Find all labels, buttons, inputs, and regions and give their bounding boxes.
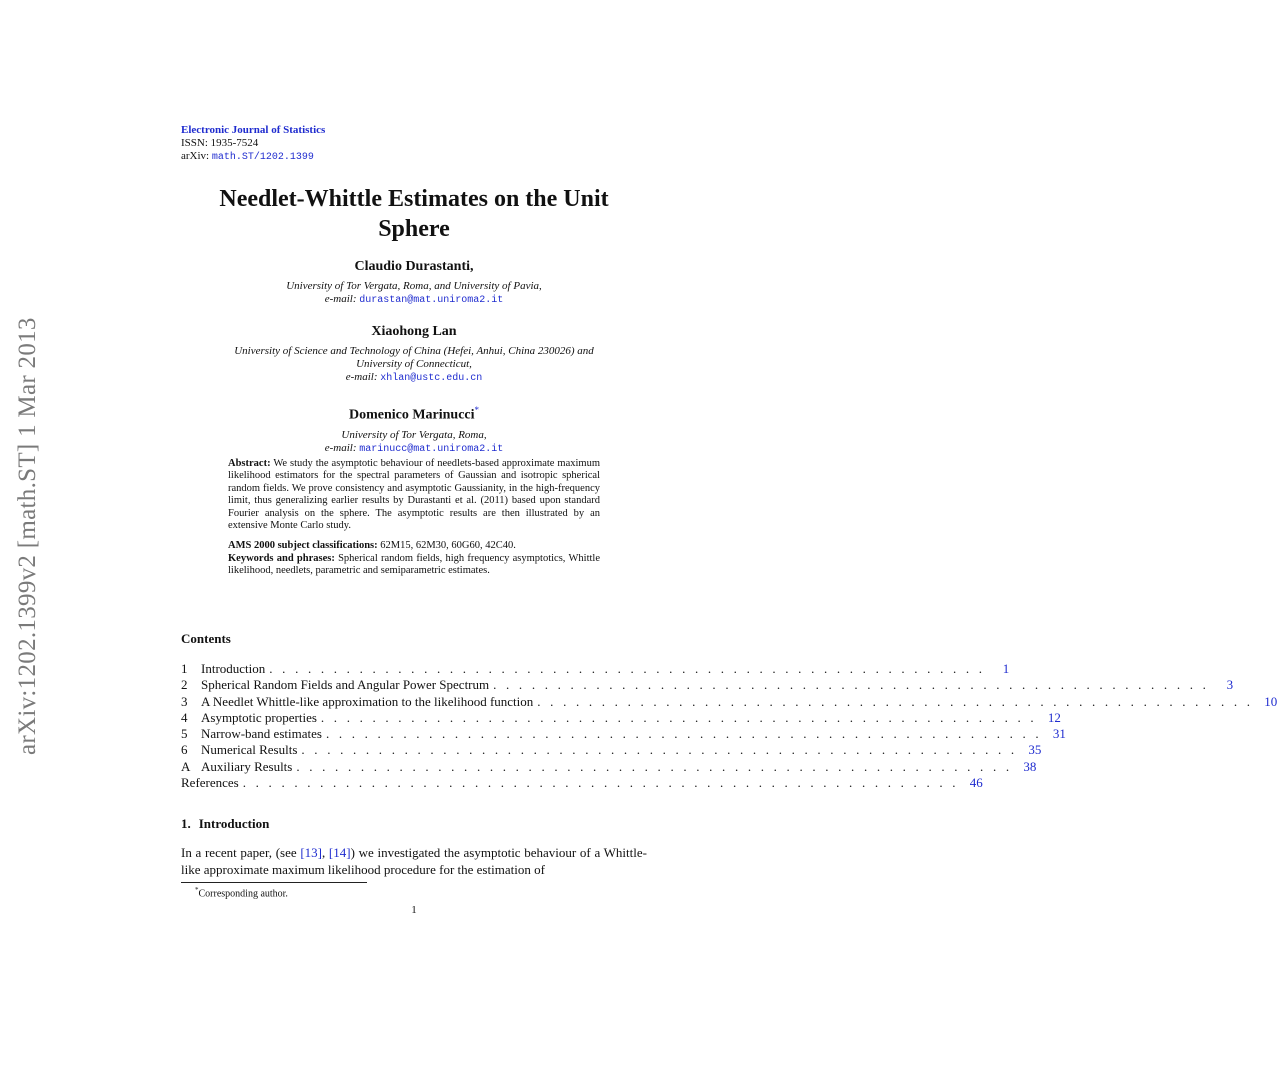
author-affiliation: University of Science and Technology of China (Hefei, Anhui, China 230026) and — [234, 345, 594, 357]
author-email-line — [160, 442, 668, 456]
abstract-block — [228, 458, 600, 578]
toc-page-link[interactable]: 35 — [1028, 742, 1042, 758]
author-affiliation: University of Tor Vergata, Roma, and University of Pavia, — [286, 280, 542, 292]
ams-label: AMS 2000 subject classifications: — [228, 540, 378, 552]
arxiv-label: arXiv: — [181, 150, 210, 162]
toc-page-link[interactable]: 1 — [1002, 661, 1010, 676]
author-affiliation: University of Tor Vergata, Roma, — [341, 428, 487, 441]
toc-page-link[interactable]: 10 — [1264, 693, 1277, 709]
arxiv-side-stamp: arXiv:1202.1399v2 [math.ST] 1 Mar 2013 — [14, 317, 41, 755]
author-email-link[interactable]: durastan@mat.uniroma2.it — [359, 295, 504, 306]
title-line-1: Needlet-Whittle Estimates on the Unit — [219, 186, 609, 212]
toc-entry[interactable] — [181, 726, 1066, 742]
citation-link[interactable]: [14] — [328, 845, 351, 860]
author-block-lan — [160, 323, 668, 385]
ams-text: 62M15, 62M30, 60G60, 42C40. — [380, 540, 516, 552]
toc-leader-dots: . . . . . . . . . . . . . . . . . . . . . . . . . . . . . . . . . . . . . . . . . . . . . . . . . . . . . . . . — [537, 693, 1254, 709]
toc-page-link[interactable]: 3 — [1226, 677, 1234, 693]
toc-leader-dots: . . . . . . . . . . . . . . . . . . . . . . . . . . . . . . . . . . . . . . . . . . . . . . . . . . . . . . . . — [320, 709, 1037, 725]
toc-title: Auxiliary Results — [201, 758, 293, 774]
author-email-line — [160, 371, 668, 385]
citation-link[interactable]: [13] — [300, 845, 322, 860]
toc-leader-dots: . . . . . . . . . . . . . . . . . . . . . . . . . . . . . . . . . . . . . . . . . . . . . . . . . . . . . . . . — [301, 742, 1018, 758]
toc-title: References — [181, 775, 239, 791]
intro-text-before: In a recent paper, (see — [181, 845, 301, 860]
toc-entry[interactable] — [181, 742, 1042, 758]
author-block-durastanti — [160, 258, 668, 307]
paper-title — [160, 184, 668, 244]
email-label: e-mail: — [324, 441, 357, 454]
toc-number: 5 — [181, 726, 188, 742]
toc-title: Asymptotic properties — [201, 709, 317, 725]
author-block-marinucci — [160, 401, 668, 456]
toc-entry[interactable] — [181, 693, 1277, 710]
toc-page-link[interactable]: 38 — [1023, 758, 1037, 774]
section-heading — [181, 816, 269, 832]
ams-classifications — [228, 540, 600, 552]
contents-heading: Contents — [181, 631, 231, 646]
keywords — [228, 553, 600, 578]
toc-title: Narrow-band estimates — [201, 726, 322, 742]
author-name: Domenico Marinucci — [348, 407, 475, 423]
toc-entry[interactable] — [181, 677, 1234, 693]
intro-text-after: ) we investigated the asymptotic behaviour of a Whittle-like approximate maximum likelihood procedure for the estimation of — [181, 845, 647, 877]
journal-name[interactable]: Electronic Journal of Statistics — [181, 124, 326, 136]
toc-page-link[interactable]: 31 — [1052, 726, 1066, 742]
footnote-marker[interactable]: * — [474, 405, 480, 415]
abstract-text: We study the asymptotic behaviour of needlets-based approximate maximum likelihood estimators for the spectral parameters of Gaussian and isotropic spherical random fields. We prove consistency and asymptotic Gaussianity, in the high-frequency limit, thus generalizing earlier results by Durastanti et al. (2011) based upon standard Fourier analysis on the sphere. The asymptotic results are then illustrated by an extensive Monte Carlo study. — [228, 458, 601, 532]
section-title: Introduction — [198, 816, 270, 831]
toc-entry[interactable] — [181, 709, 1061, 726]
toc-number: 2 — [181, 677, 188, 693]
journal-header — [181, 124, 325, 164]
author-email-link[interactable]: marinucc@mat.uniroma2.it — [359, 443, 504, 455]
section-number: 1. — [181, 816, 191, 831]
author-email-link[interactable]: xhlan@ustc.edu.cn — [380, 373, 483, 384]
author-name: Claudio Durastanti, — [354, 259, 474, 274]
toc-page-link[interactable]: 12 — [1047, 709, 1061, 725]
toc-number: A — [181, 758, 191, 774]
toc-number: 3 — [181, 693, 188, 709]
footnote-text: Corresponding author. — [198, 888, 288, 900]
toc-leader-dots: . . . . . . . . . . . . . . . . . . . . . . . . . . . . . . . . . . . . . . . . . . . . . . . . . . . . . . . . — [269, 661, 986, 676]
footnote-mark: * — [195, 886, 199, 894]
toc-leader-dots: . . . . . . . . . . . . . . . . . . . . . . . . . . . . . . . . . . . . . . . . . . . . . . . . . . . . . . . . — [242, 775, 959, 791]
toc-entry[interactable] — [181, 758, 1037, 775]
author-email-line — [160, 293, 668, 307]
footnote — [195, 886, 288, 899]
author-name-line — [160, 401, 668, 425]
footnote-divider — [181, 882, 367, 883]
toc-title: A Needlet Whittle-like approximation to the likelihood function — [201, 693, 534, 709]
table-of-contents — [181, 661, 1277, 791]
toc-number: 1 — [181, 661, 188, 676]
toc-entry[interactable] — [181, 661, 1010, 677]
arxiv-id-link[interactable]: math.ST/1202.1399 — [211, 152, 314, 163]
title-line-2: Sphere — [378, 216, 450, 242]
citation-separator: , — [321, 845, 329, 860]
toc-title: Numerical Results — [201, 742, 298, 758]
toc-leader-dots: . . . . . . . . . . . . . . . . . . . . . . . . . . . . . . . . . . . . . . . . . . . . . . . . . . . . . . . . — [296, 758, 1013, 774]
toc-page-link[interactable]: 46 — [969, 775, 983, 791]
abstract-paragraph — [228, 458, 600, 532]
issn: ISSN: 1935-7524 — [181, 137, 259, 149]
keywords-label: Keywords and phrases: — [228, 552, 335, 564]
toc-number: 6 — [181, 742, 188, 758]
toc-leader-dots: . . . . . . . . . . . . . . . . . . . . . . . . . . . . . . . . . . . . . . . . . . . . . . . . . . . . . . . . — [493, 677, 1210, 693]
toc-leader-dots: . . . . . . . . . . . . . . . . . . . . . . . . . . . . . . . . . . . . . . . . . . . . . . . . . . . . . . . . — [325, 726, 1042, 742]
author-name: Xiaohong Lan — [371, 324, 457, 339]
toc-entry-references[interactable] — [181, 775, 983, 791]
author-affiliation: University of Connecticut, — [356, 358, 472, 370]
page-number: 1 — [411, 904, 417, 916]
keywords-text: Spherical random fields, high frequency asymptotics, Whittle likelihood, needlets, parametric and semiparametric estimates. — [228, 552, 600, 577]
intro-paragraph — [181, 845, 647, 878]
toc-number: 4 — [181, 709, 188, 725]
email-label: e-mail: — [324, 293, 357, 305]
email-label: e-mail: — [345, 371, 378, 383]
toc-title: Spherical Random Fields and Angular Power Spectrum — [201, 677, 490, 693]
toc-title: Introduction — [201, 661, 266, 676]
arxiv-line — [181, 150, 325, 164]
abstract-label: Abstract: — [228, 458, 271, 469]
